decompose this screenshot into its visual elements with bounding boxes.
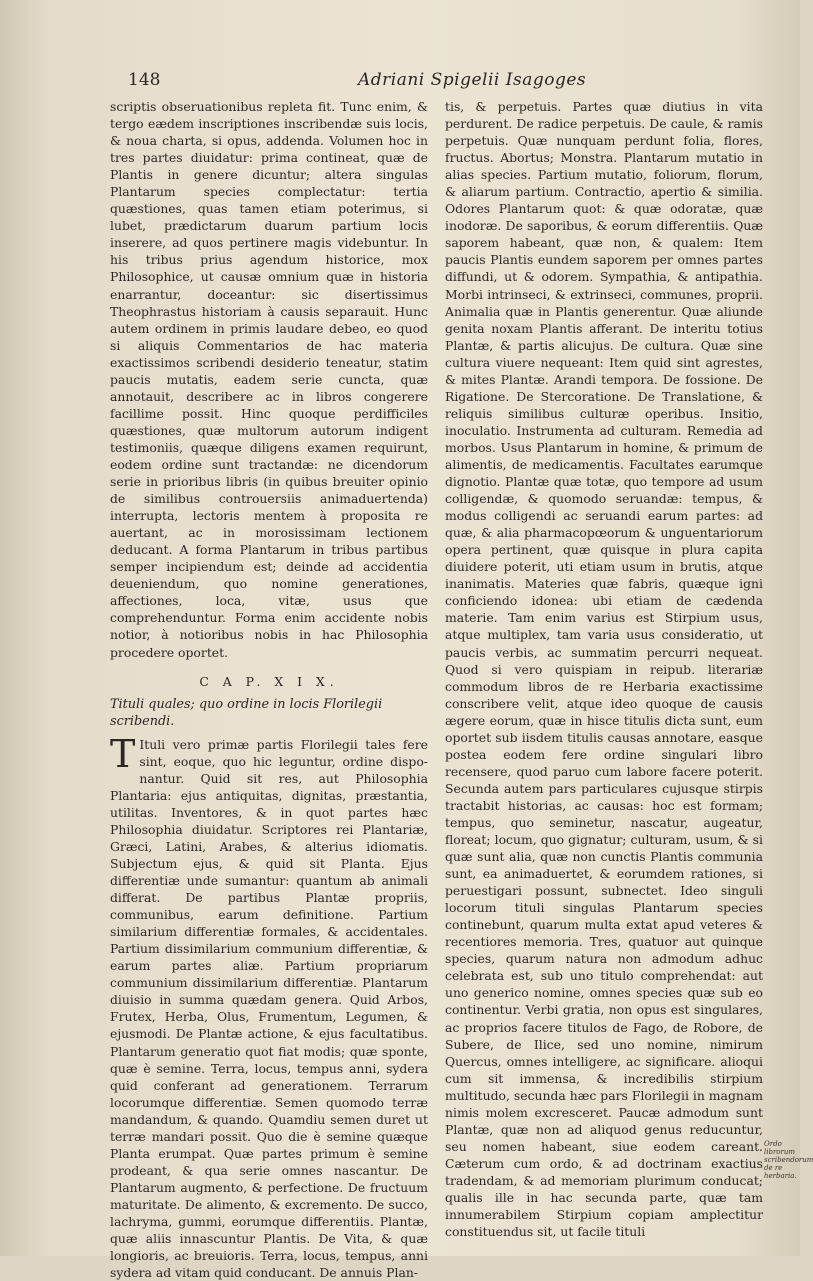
page-number: 148 — [128, 70, 161, 90]
chapter-title: Tituli quales; quo ordine in locis Florilegii scribendi. — [110, 696, 383, 729]
marginal-note: Ordo librorum scribendorum de re herbaria. — [764, 1140, 813, 1180]
left-column — [110, 98, 428, 1281]
dropcap-letter: T — [110, 731, 136, 776]
right-column — [445, 98, 763, 1240]
chapter-heading: C A P. X I X. — [199, 673, 339, 689]
left-paragraph-1: scriptis obseruationibus repleta fit. Tunc enim, & tergo eædem inscriptiones inscribendæ suis locis, & noua charta, si opus, addenda. Volumen hoc in tres partes diuidatur: prima contineat, quæ de Plantis in genere dicuntur; altera singulas Plantarum species complectatur: tertia quæstiones, quas tamen etiam poterimus, si lubet, prædictarum duarum partium locis inserere, ad quos pertinere magis videbuntur. In his tribus prius agendum historice, mox Philosophice, ut causæ omnium quæ in historia enarrantur, doceantur: sic disertissimus Theophrastus historiam à causis separauit. Hunc autem ordinem in primis laudare debeo, eo quod si aliquis Commentarios de hac materia exactissimos scribendi desiderio teneatur, statim paucis mutatis, eadem serie cuncta, quæ annotauit, describere ac in libros congerere facillime possit. Hinc quoque perdifficiles quæstiones, quæ multorum autorum indigent testimoniis, quæque diligens examen requirunt, eodem ordine sunt tractandæ: ne dicendorum serie in prioribus libris (in quibus breuiter opinio de similibus controuersiis animaduertenda) interrupta, lectoris mentem à proposita re auertant, ac in morosissimam lectionem deducant. A forma Plantarum in tribus partibus semper incipiendum est; deinde ad accidentia deueniendum, quo nomine generationes, affectiones, loca, vitæ, usus que comprehenduntur. Forma enim accidente nobis notior, à notioribus nobis in hac Philosophia procedere oportet. — [110, 99, 428, 660]
page-header — [128, 70, 728, 98]
left-paragraph-2 — [110, 731, 428, 1281]
left-paragraph-2-text: Ituli vero primæ partis Florilegii tales fere sint, eoque, quo hic leguntur, ordine dispo-nantur. Quid sit res, aut Philosophia Plantaria: ejus antiquitas, dignitas, præstantia, utilitas. Inventores, & in quot partes hæc Philosophia diuidatur. Scriptores rei Plantariæ, Græci, Latini, Arabes, & alterius idiomatis. Subjectum ejus, & quid sit Planta. Ejus differentiæ unde sumantur: quantum ab animali differat. De partibus Plantæ propriis, communibus, earum definitione. Partium similarium differentiæ formales, & accidentales. Partium dissimilarium communium differentiæ, & earum partes aliæ. Partium propriarum communium dissimilarium differentiæ. Plantarum diuisio in summa quædam genera. Quid Arbos, Frutex, Herba, Olus, Frumentum, Legumen, & ejusmodi. De Plantæ actione, & ejus facultatibus. Plantarum generatio quot fiat modis; quæ sponte, quæ è semine. Terra, locus, tempus anni, sydera quid conferant ad generationem. Terrarum locorumque differentiæ. Semen quomodo terræ mandandum, & quando. Quamdiu semen duret ut terræ mandari possit. Quo die è semine quæque Planta erumpat. Quæ partes primum è semine prodeant, & qua serie omnes nascantur. De Plantarum augmento, & perfectione. De fructuum maturitate. De alimento, & excremento. De succo, lachryma, gummi, eorumque differentiis. Plantæ, quæ aliis innascuntur Plantis. De Vita, & quæ longioris, ac breuioris. Terra, locus, tempus, anni sydera ad vitam quid conducant. De annuis Plan- — [110, 736, 428, 1281]
right-paragraph-1: tis, & perpetuis. Partes quæ diutius in vita perdurent. De radice perpetuis. De caule, & ramis perpetuis. Quæ nunquam perdunt folia, flores, fructus. Abortus; Monstra. Plantarum mutatio in alias species. Partium mutatio, foliorum, florum, & aliarum partium. Contractio, apertio & similia. Odores Plantarum quot: & quæ odoratæ, quæ inodoræ. De saporibus, & eorum differentiis. Quæ saporem habeant, quæ non, & qualem: Item paucis Plantis eundem saporem per omnes partes diffundi, ut & odorem. Sympathia, & antipathia. Morbi intrinseci, & extrinseci, communes, proprii. Animalia quæ in Plantis generentur. Quæ aliunde genita noxam Plantis afferant. De interitu totius Plantæ, & partis alicujus. De cultura. Quæ sine cultura viuere nequeant: Item quid sint agrestes, & mites Plantæ. Arandi tempora. De fossione. De Rigatione. De Stercoratione. De Translatione, & reliquis similibus culturæ operibus. Insitio, inoculatio. Instrumenta ad culturam. Remedia ad morbos. Usus Plantarum in homine, & primum de alimentis, de medicamentis. Facultates earumque dignotio. Plantæ quæ totæ, quo tempore ad usum colligendæ, & quomodo seruandæ: tempus, & modus colligendi ac seruandi earum partes: ad quæ, & alia pharmacopœorum & unguentariorum opera pertinent, quæ quisque in plura capita diuidere poterit, uti etiam usum in brutis, atque inanimatis. Materies quæ fabris, quæque igni conficiendo idonea: ubi etiam de cædenda materie. Tam enim varius est Stirpium usus, atque multiplex, tam varia usus consideratio, ut paucis verbis, ac summatim percurri nequeat. Quod si vero quispiam in reipub. literariæ commodum libros de re Herbaria exactissime conscribere velit, atque ideo quoque de causis ægere eorum, quæ in hisce titulis dicta sunt, eum oportet sub iisdem titulis causas annotare, easque postea eodem fere ordine singulari libro recensere, quod paruo cum labore facere poterit. Secunda autem pars particulares cujusque stirpis tractabit historias, ac causas: hoc est formam; tempus, quo seminetur, nascatur, augeatur, floreat; locum, quo gignatur; culturam, usum, & si quæ sunt alia, quæ non cunctis Plantis communia sunt, ea animaduertet, & eorumdem rationes, si peruestigari possunt, subnectet. Ideo singuli locorum tituli singulas Plantarum species continebunt, quarum multa extat apud veteres & recentiores memoria. Tres, quatuor aut quinque species, quarum natura non admodum adhuc celebrata est, sub uno titulo comprehendat: aut uno generico nomine, omnes species quæ sub eo continentur. Verbi gratia, non opus est singulares, ac proprios facere titulos de Fago, de Robore, de Subere, de Ilice, sed uno nomine, nimirum Quercus, omnes intelligere, ac significare. alioqui cum sit immensa, & incredibilis stirpium multitudo, secunda hæc pars Florilegii in magnam nimis molem excresceret. Paucæ admodum sunt Plantæ, quæ non ad aliquod genus reducuntur, seu nomen habeant, siue eodem careant. Cæterum cum ordo, & ad doctrinam exactius tradendam, & ad memoriam plurimum conducat; qualis ille in hac secunda parte, quæ tam innumerabilem Stirpium copiam amplectitur constituendus sit, ut facile tituli — [445, 99, 763, 1240]
running-title: Adriani Spigelii Isagoges — [358, 70, 587, 90]
